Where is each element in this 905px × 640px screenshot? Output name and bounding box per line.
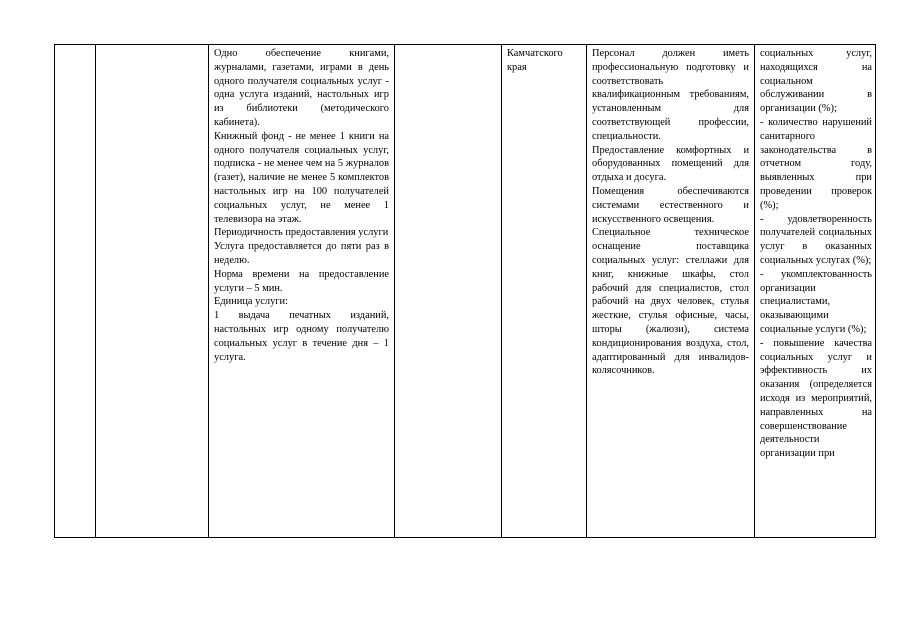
table-cell-service-name (96, 45, 209, 537)
conditions-paragraph: Помещения обеспечиваются системами естественного и искусственного освещения. (592, 185, 749, 225)
conditions-paragraph: Персонал должен иметь профессиональную подготовку и соответствовать квалификационным требованиям, установленным для соответствующей профессии, специальности. (592, 48, 749, 142)
description-paragraph: Одно обеспечение книгами, журналами, газетами, играми в день одного получателя социальных услуг - одна услуга изданий, настольных игр из библиотеки (методического кабинета). (214, 48, 389, 128)
table-cell-conditions (587, 45, 755, 537)
description-paragraph: Периодичность предоставления услуги (214, 227, 389, 239)
services-table (54, 44, 876, 538)
description-paragraph: Единица услуги: (214, 296, 288, 308)
description-paragraph: 1 выдача печатных изданий, настольных игр одному получателю социальных услуг в течение дня – 1 услуга. (214, 310, 389, 363)
table-cell-region (502, 45, 587, 537)
conditions-paragraph: Предоставление комфортных и оборудованных помещений для отдыха и досуга. (592, 144, 749, 184)
table-cell-service-description (209, 45, 395, 537)
table-cell-indicators (755, 45, 877, 537)
table-cell-number (55, 45, 96, 537)
description-paragraph: Норма времени на предоставление услуги – 5 мин. (214, 268, 389, 294)
table-cell-empty (395, 45, 502, 537)
region-text: Камчатского края (507, 48, 563, 73)
indicator-paragraph: - удовлетворенность получателей социальных услуг в оказанных социальных услугах (%); (760, 213, 872, 266)
description-paragraph: Услуга предоставляется до пяти раз в неделю. (214, 241, 389, 266)
indicator-paragraph: - повышение качества социальных услуг и эффективность их оказания (определяется исходя из мероприятий, направленных на совершенствование деятельности организации при (760, 337, 872, 460)
conditions-paragraph: Специальное техническое оснащение поставщика социальных услуг: стеллажи для книг, книжные шкафы, стол рабочий для специалистов, стол рабочий на двух человек, стулья жесткие, стулья офисные, часы, шторы (жалюзи), система кондиционирования воздуха, стол, адаптированный для инвалидов-колясочников. (592, 227, 749, 377)
indicator-paragraph: социальных услуг, находящихся на социальном обслуживании в организации (%); (760, 48, 872, 115)
indicator-paragraph: - количество нарушений санитарного законодательства в отчетном году, выявленных при проведении проверок (%); (760, 116, 872, 211)
indicator-paragraph: - укомплектованность организации специалистами, оказывающими социальные услуги (%); (760, 268, 872, 335)
description-paragraph: Книжный фонд - не менее 1 книги на одного получателя социальных услуг, подписка - не менее чем на 5 журналов (газет), наличие не менее 5 комплектов настольных игр на 100 получателей социальных услуг, не менее 1 телевизора на этаж. (214, 130, 389, 225)
